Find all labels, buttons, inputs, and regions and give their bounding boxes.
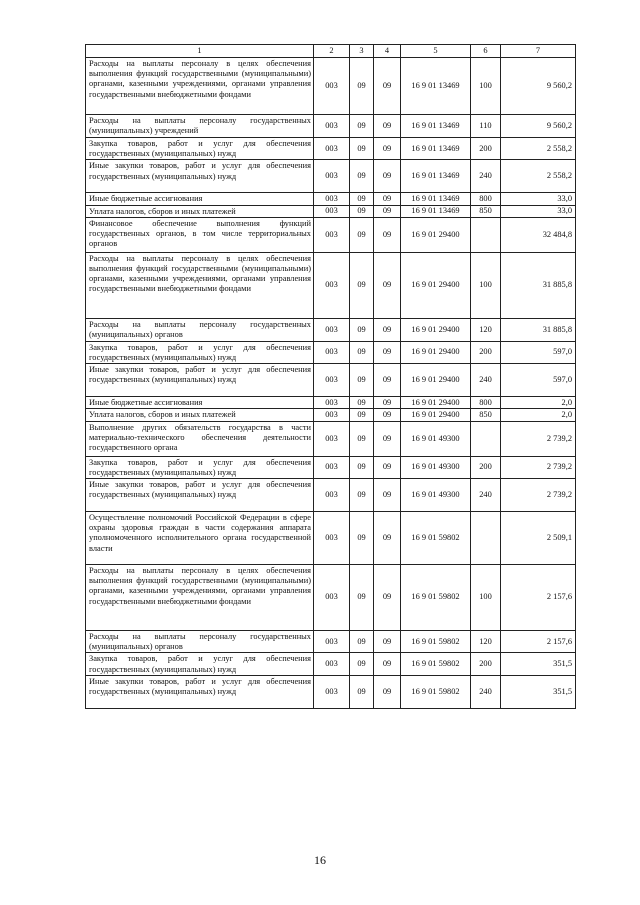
row-expense-type: 200: [471, 138, 501, 160]
row-expense-type: [471, 421, 501, 456]
row-expense-type: 110: [471, 115, 501, 138]
row-expense-type: 200: [471, 653, 501, 675]
row-description: Иные закупки товаров, работ и услуг для обеспечения государственных (муниципальных) нужд: [86, 675, 314, 708]
row-target-article: 16 9 01 29400: [401, 341, 471, 363]
row-section: 09: [350, 512, 374, 565]
row-expense-type: 850: [471, 409, 501, 421]
row-target-article: 16 9 01 59802: [401, 631, 471, 653]
table-row: [86, 456, 576, 478]
row-code-admin: 003: [314, 397, 350, 409]
row-amount: 2 157,6: [501, 631, 576, 653]
row-section: 09: [350, 653, 374, 675]
column-header: 6: [471, 45, 501, 58]
row-target-article: 16 9 01 13469: [401, 160, 471, 193]
row-description: Закупка товаров, работ и услуг для обеспечения государственных (муниципальных) нужд: [86, 456, 314, 478]
row-subsection: 09: [374, 217, 401, 252]
row-amount: 2,0: [501, 397, 576, 409]
row-expense-type: 800: [471, 397, 501, 409]
row-target-article: 16 9 01 13469: [401, 193, 471, 205]
row-section: 09: [350, 456, 374, 478]
row-subsection: 09: [374, 479, 401, 512]
row-target-article: 16 9 01 59802: [401, 653, 471, 675]
row-amount: 2 509,1: [501, 512, 576, 565]
table-header-row: [86, 45, 576, 58]
row-expense-type: 240: [471, 160, 501, 193]
row-section: 09: [350, 675, 374, 708]
row-description: Иные бюджетные ассигнования: [86, 397, 314, 409]
table-row: [86, 138, 576, 160]
row-amount: 597,0: [501, 364, 576, 397]
table-row: [86, 193, 576, 205]
row-code-admin: 003: [314, 160, 350, 193]
row-amount: 2 739,2: [501, 421, 576, 456]
row-target-article: 16 9 01 49300: [401, 479, 471, 512]
row-code-admin: 003: [314, 115, 350, 138]
row-description: Закупка товаров, работ и услуг для обеспечения государственных (муниципальных) нужд: [86, 653, 314, 675]
row-target-article: 16 9 01 49300: [401, 421, 471, 456]
row-description: Уплата налогов, сборов и иных платежей: [86, 205, 314, 217]
row-section: 09: [350, 631, 374, 653]
row-amount: 2 558,2: [501, 160, 576, 193]
row-expense-type: 240: [471, 675, 501, 708]
row-section: 09: [350, 58, 374, 115]
row-description: Иные бюджетные ассигнования: [86, 193, 314, 205]
row-amount: 31 885,8: [501, 252, 576, 318]
row-expense-type: 200: [471, 341, 501, 363]
row-amount: 9 560,2: [501, 58, 576, 115]
row-code-admin: 003: [314, 456, 350, 478]
row-description: Финансовое обеспечение выполнения функций государственных органов, в том числе территориальных органов: [86, 217, 314, 252]
row-subsection: 09: [374, 205, 401, 217]
budget-table: [85, 44, 576, 709]
table-row: [86, 479, 576, 512]
column-header: 4: [374, 45, 401, 58]
column-header: 1: [86, 45, 314, 58]
row-description: Иные закупки товаров, работ и услуг для обеспечения государственных (муниципальных) нужд: [86, 479, 314, 512]
row-expense-type: [471, 512, 501, 565]
row-code-admin: 003: [314, 341, 350, 363]
row-target-article: 16 9 01 59802: [401, 565, 471, 631]
row-expense-type: 850: [471, 205, 501, 217]
row-target-article: 16 9 01 13469: [401, 205, 471, 217]
table-row: [86, 397, 576, 409]
table-row: [86, 115, 576, 138]
row-code-admin: 003: [314, 138, 350, 160]
row-expense-type: 100: [471, 565, 501, 631]
row-subsection: 09: [374, 397, 401, 409]
table-row: [86, 421, 576, 456]
table-row: [86, 409, 576, 421]
row-amount: 2,0: [501, 409, 576, 421]
row-expense-type: 240: [471, 479, 501, 512]
row-subsection: 09: [374, 653, 401, 675]
row-expense-type: [471, 217, 501, 252]
row-description: Осуществление полномочий Российской Федерации в сфере охраны здоровья граждан в части содержания аппарата уполномоченного исполнительного органа государственной власти: [86, 512, 314, 565]
row-target-article: 16 9 01 59802: [401, 512, 471, 565]
row-description: Иные закупки товаров, работ и услуг для обеспечения государственных (муниципальных) нужд: [86, 160, 314, 193]
row-code-admin: 003: [314, 409, 350, 421]
row-code-admin: 003: [314, 58, 350, 115]
row-amount: 2 157,6: [501, 565, 576, 631]
table-row: [86, 217, 576, 252]
row-amount: 9 560,2: [501, 115, 576, 138]
row-description: Закупка товаров, работ и услуг для обеспечения государственных (муниципальных) нужд: [86, 138, 314, 160]
row-code-admin: 003: [314, 252, 350, 318]
row-subsection: 09: [374, 58, 401, 115]
table-row: [86, 341, 576, 363]
row-target-article: 16 9 01 29400: [401, 318, 471, 341]
budget-table-container: [85, 44, 575, 709]
row-amount: 351,5: [501, 653, 576, 675]
table-row: [86, 252, 576, 318]
row-target-article: 16 9 01 29400: [401, 397, 471, 409]
row-subsection: 09: [374, 318, 401, 341]
table-row: [86, 364, 576, 397]
row-target-article: 16 9 01 29400: [401, 252, 471, 318]
row-code-admin: 003: [314, 675, 350, 708]
row-amount: 2 558,2: [501, 138, 576, 160]
row-target-article: 16 9 01 29400: [401, 217, 471, 252]
row-subsection: 09: [374, 409, 401, 421]
row-expense-type: 800: [471, 193, 501, 205]
row-code-admin: 003: [314, 193, 350, 205]
row-subsection: 09: [374, 160, 401, 193]
row-target-article: 16 9 01 29400: [401, 364, 471, 397]
row-code-admin: 003: [314, 512, 350, 565]
column-header: 3: [350, 45, 374, 58]
row-expense-type: 100: [471, 58, 501, 115]
row-amount: 2 739,2: [501, 456, 576, 478]
row-target-article: 16 9 01 59802: [401, 675, 471, 708]
row-code-admin: 003: [314, 205, 350, 217]
row-subsection: 09: [374, 512, 401, 565]
row-description: Расходы на выплаты персоналу государственных (муниципальных) органов: [86, 631, 314, 653]
row-amount: 33,0: [501, 205, 576, 217]
row-target-article: 16 9 01 49300: [401, 456, 471, 478]
row-target-article: 16 9 01 13469: [401, 138, 471, 160]
row-amount: 351,5: [501, 675, 576, 708]
row-expense-type: 240: [471, 364, 501, 397]
row-code-admin: 003: [314, 631, 350, 653]
row-amount: 33,0: [501, 193, 576, 205]
table-row: [86, 512, 576, 565]
row-description: Выполнение других обязательств государства в части материально-технического обеспечения деятельности государственного органа: [86, 421, 314, 456]
row-amount: 32 484,8: [501, 217, 576, 252]
row-amount: 597,0: [501, 341, 576, 363]
table-row: [86, 318, 576, 341]
table-row: [86, 160, 576, 193]
row-section: 09: [350, 409, 374, 421]
row-description: Закупка товаров, работ и услуг для обеспечения государственных (муниципальных) нужд: [86, 341, 314, 363]
row-expense-type: 200: [471, 456, 501, 478]
row-description: Иные закупки товаров, работ и услуг для обеспечения государственных (муниципальных) нужд: [86, 364, 314, 397]
row-description: Уплата налогов, сборов и иных платежей: [86, 409, 314, 421]
table-row: [86, 58, 576, 115]
table-row: [86, 205, 576, 217]
row-section: 09: [350, 217, 374, 252]
row-description: Расходы на выплаты персоналу в целях обеспечения выполнения функций государственными (муниципальными) органами, казенными учреждениями, органами управления государственными внебюджетными фондами: [86, 252, 314, 318]
row-section: 09: [350, 318, 374, 341]
row-description: Расходы на выплаты персоналу в целях обеспечения выполнения функций государственными (муниципальными) органами, казенными учреждениями, органами управления государственными внебюджетными фондами: [86, 565, 314, 631]
row-code-admin: 003: [314, 479, 350, 512]
row-subsection: 09: [374, 456, 401, 478]
row-section: 09: [350, 205, 374, 217]
row-section: 09: [350, 421, 374, 456]
row-section: 09: [350, 397, 374, 409]
row-subsection: 09: [374, 115, 401, 138]
row-description: Расходы на выплаты персоналу в целях обеспечения выполнения функций государственными (муниципальными) органами, казенными учреждениями, органами управления государственными внебюджетными фондами: [86, 58, 314, 115]
row-section: 09: [350, 565, 374, 631]
row-section: 09: [350, 479, 374, 512]
row-section: 09: [350, 160, 374, 193]
table-row: [86, 631, 576, 653]
column-header: 7: [501, 45, 576, 58]
row-target-article: 16 9 01 29400: [401, 409, 471, 421]
row-description: Расходы на выплаты персоналу государственных (муниципальных) органов: [86, 318, 314, 341]
row-code-admin: 003: [314, 217, 350, 252]
row-subsection: 09: [374, 193, 401, 205]
row-section: 09: [350, 115, 374, 138]
row-amount: 31 885,8: [501, 318, 576, 341]
row-code-admin: 003: [314, 364, 350, 397]
row-subsection: 09: [374, 565, 401, 631]
column-header: 5: [401, 45, 471, 58]
table-row: [86, 565, 576, 631]
row-code-admin: 003: [314, 318, 350, 341]
row-expense-type: 100: [471, 252, 501, 318]
row-description: Расходы на выплаты персоналу государственных (муниципальных) учреждений: [86, 115, 314, 138]
row-section: 09: [350, 138, 374, 160]
row-target-article: 16 9 01 13469: [401, 115, 471, 138]
row-subsection: 09: [374, 138, 401, 160]
row-code-admin: 003: [314, 565, 350, 631]
table-row: [86, 675, 576, 708]
row-expense-type: 120: [471, 631, 501, 653]
row-section: 09: [350, 341, 374, 363]
column-header: 2: [314, 45, 350, 58]
row-expense-type: 120: [471, 318, 501, 341]
row-target-article: 16 9 01 13469: [401, 58, 471, 115]
table-row: [86, 653, 576, 675]
row-subsection: 09: [374, 364, 401, 397]
row-subsection: 09: [374, 631, 401, 653]
row-section: 09: [350, 252, 374, 318]
page-number: 16: [314, 853, 326, 867]
row-subsection: 09: [374, 675, 401, 708]
row-subsection: 09: [374, 341, 401, 363]
row-amount: 2 739,2: [501, 479, 576, 512]
row-subsection: 09: [374, 252, 401, 318]
row-section: 09: [350, 193, 374, 205]
row-code-admin: 003: [314, 653, 350, 675]
row-section: 09: [350, 364, 374, 397]
row-code-admin: 003: [314, 421, 350, 456]
row-subsection: 09: [374, 421, 401, 456]
